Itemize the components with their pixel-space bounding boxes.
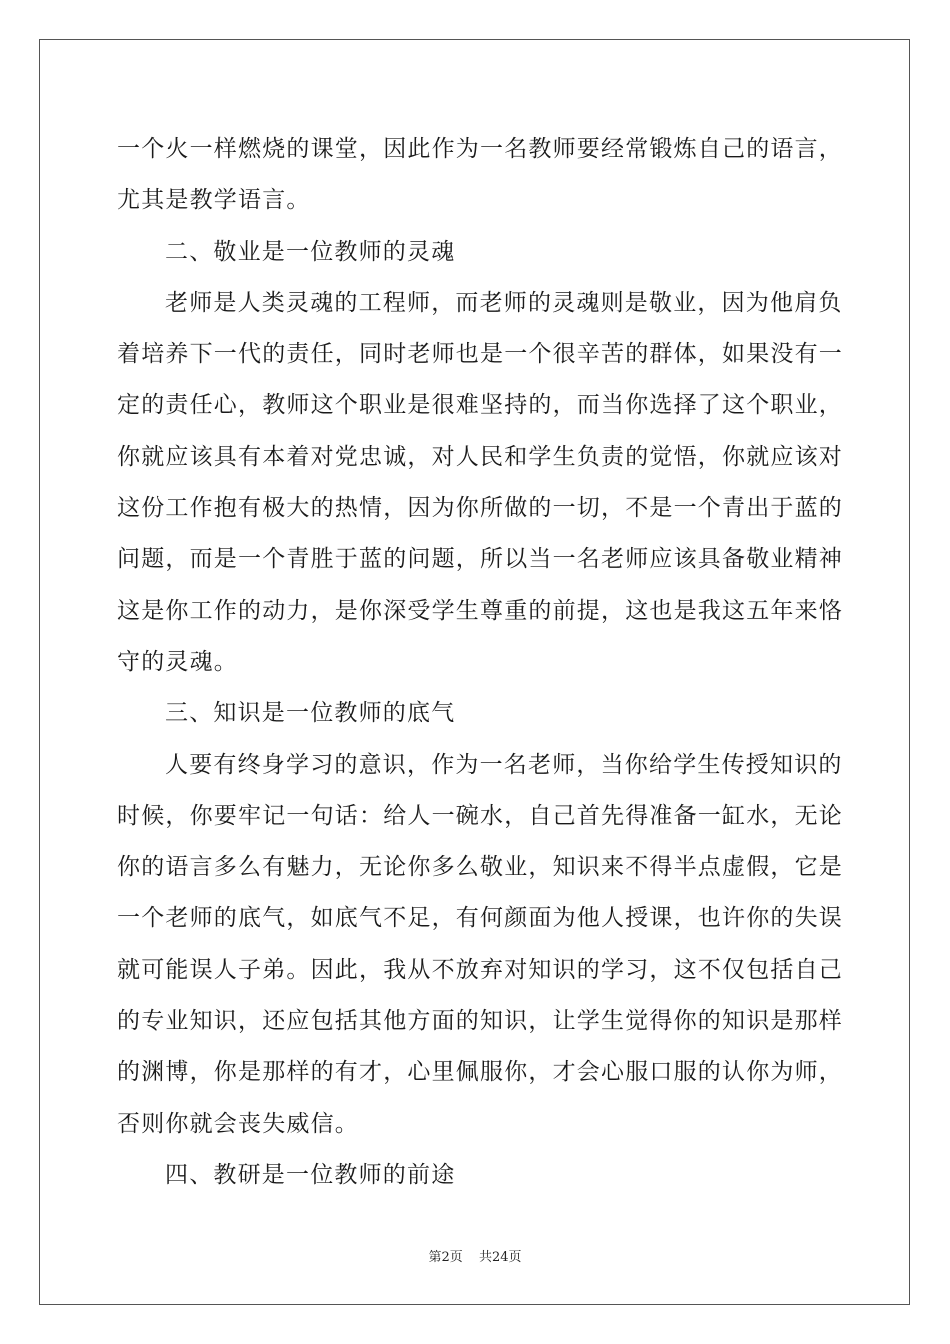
text-line: 老师是人类灵魂的工程师，而老师的灵魂则是敬业，因为他肩负 — [165, 289, 843, 316]
total-pages: 共24页 — [478, 1250, 522, 1265]
document-body — [117, 124, 843, 1201]
text-line: 着培养下一代的责任，同时老师也是一个很辛苦的群体，如果没有一 — [117, 341, 843, 368]
text-line: 时候，你要牢记一句话：给人一碗水，自己首先得准备一缸水，无论 — [117, 802, 843, 829]
text-line: 二、敬业是一位教师的灵魂 — [165, 238, 456, 265]
text-line: 问题，而是一个青胜于蓝的问题，所以当一名老师应该具备敬业精神 — [117, 546, 843, 573]
text-line: 四、教研是一位教师的前途 — [165, 1161, 456, 1188]
text-line: 你就应该具有本着对党忠诚，对人民和学生负责的觉悟，你就应该对 — [117, 443, 843, 470]
page-number: 第2页 — [428, 1250, 463, 1265]
text-line: 你的语言多么有魅力，无论你多么敬业，知识来不得半点虚假，它是 — [117, 854, 843, 881]
text-line: 一个老师的底气，如底气不足，有何颜面为他人授课，也许你的失误 — [117, 905, 843, 932]
text-line: 的渊博，你是那样的有才，心里佩服你，才会心服口服的认你为师， — [117, 1059, 843, 1086]
text-line: 这份工作抱有极大的热情，因为你所做的一切，不是一个青出于蓝的 — [117, 495, 843, 522]
text-line: 这是你工作的动力，是你深受学生尊重的前提，这也是我这五年来恪 — [117, 597, 843, 624]
text-line: 一个火一样燃烧的课堂，因此作为一名教师要经常锻炼自己的语言， — [117, 136, 843, 162]
text-line: 的专业知识，还应包括其他方面的知识，让学生觉得你的知识是那样 — [117, 1008, 843, 1035]
text-line: 人要有终身学习的意识，作为一名老师，当你给学生传授知识的 — [165, 751, 843, 778]
page-footer — [0, 1246, 950, 1265]
text-line: 守的灵魂。 — [117, 648, 238, 675]
text-line: 定的责任心，教师这个职业是很难坚持的，而当你选择了这个职业， — [117, 392, 843, 419]
text-line: 三、知识是一位教师的底气 — [165, 700, 456, 727]
text-line: 否则你就会丧失威信。 — [117, 1110, 359, 1137]
text-line: 就可能误人子弟。因此，我从不放弃对知识的学习，这不仅包括自己 — [117, 956, 843, 983]
text-line: 尤其是教学语言。 — [117, 187, 311, 214]
